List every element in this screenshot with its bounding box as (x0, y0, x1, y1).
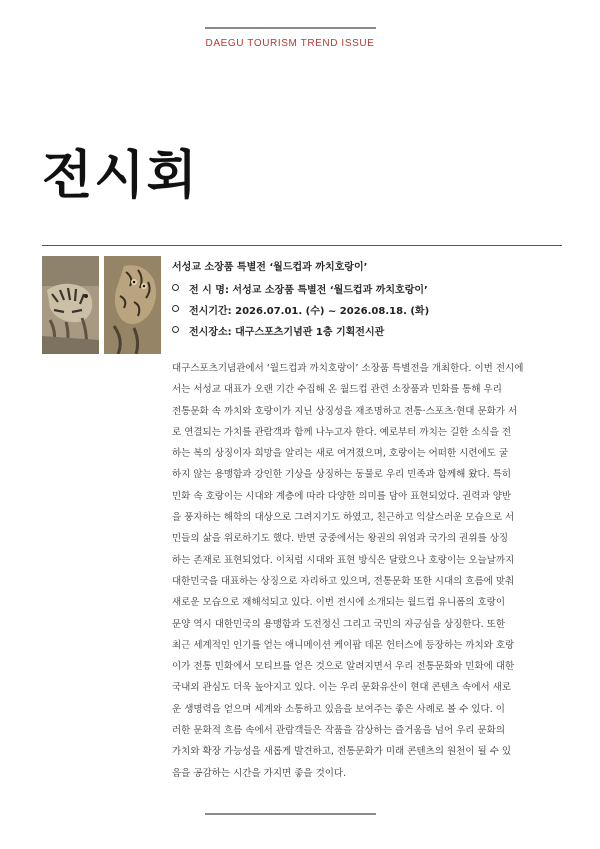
body-line: 새로운 모습으로 재해석되고 있다. 이번 전시에 소개되는 월드컵 유니폼의 호랑이 (172, 597, 506, 609)
tiger-painting-left (42, 256, 99, 354)
body-line: 가치와 확장 가능성을 새롭게 발견하고, 전통문화가 미래 콘텐츠의 원천이 될 수 있 (172, 746, 512, 758)
exhibition-heading: 서성교 소장품 특별전 ‘월드컵과 까치호랑이’ (172, 262, 368, 273)
bullet-icon (172, 326, 179, 333)
detail-text: 전시기간: 2026.07.01. (수) ~ 2026.08.18. (화) (189, 306, 430, 317)
title-divider (42, 245, 562, 246)
body-line: 최근 세계적인 인기를 얻는 애니메이션 케이팝 데몬 헌터스에 등장하는 까치와 호랑 (172, 639, 515, 651)
body-line: 하는 존재로 표현되었다. 이처럼 시대와 표현 방식은 달랐으나 호랑이는 오늘날까지 (172, 554, 515, 566)
tiger-painting-right (104, 256, 161, 354)
body-line: 하는 복의 상징이자 희망을 알리는 새로 여겨졌으며, 호랑이는 어떠한 시련에도 굴 (172, 448, 509, 460)
tiger-painting-icon (104, 256, 161, 354)
body-line: 을 풍자하는 해학의 대상으로 그려지기도 하였고, 친근하고 익살스러운 모습으로 서 (172, 512, 515, 524)
detail-text: 전시장소: 대구스포츠기념관 1층 기획전시관 (189, 327, 385, 338)
bullet-icon (172, 284, 179, 291)
body-line: 이가 전통 민화에서 모티브를 얻은 것으로 알려지면서 우리 전통문화와 민화에 대한 (172, 661, 515, 673)
detail-text: 전 시 명: 서성교 소장품 특별전 ‘월드컵과 까치호랑이’ (189, 285, 428, 296)
body-line: 대구스포츠기념관에서 ‘월드컵과 까치호랑이’ 소장품 특별전을 개최한다. 이번 전시에 (172, 363, 524, 374)
exhibition-info (172, 258, 562, 344)
body-line: 전통문화 속 까치와 호랑이가 지닌 상징성을 재조명하고 전통·스포츠·현대 문화가 서 (172, 405, 518, 417)
article-body (172, 358, 564, 784)
body-line: 러한 문화적 흐름 속에서 관람객들은 작품을 감상하는 즐거움을 넘어 우리 문화의 (172, 725, 506, 737)
issue-label: DAEGU TOURISM TREND ISSUE (205, 38, 375, 49)
footer-rule (205, 813, 376, 815)
body-line: 로 연결되는 가치를 관람객과 함께 나누고자 한다. 예로부터 까치는 길한 소식을 전 (172, 426, 512, 438)
exhibition-detail-period (172, 302, 562, 323)
page-title: 전시회 (42, 146, 199, 206)
body-line: 음을 공감하는 시간을 가지면 좋을 것이다. (172, 767, 347, 779)
body-line: 문양 역시 대한민국의 용맹함과 도전정신 그리고 국민의 자긍심을 상징한다. 또한 (172, 618, 506, 630)
header-rule (205, 27, 376, 29)
tiger-painting-icon (42, 256, 99, 354)
body-line: 서는 서성교 대표가 오랜 기간 수집해 온 월드컵 관련 소장품과 민화를 통해 우리 (172, 384, 502, 396)
body-line: 운 생명력을 얻으며 세계와 소통하고 있음을 보여주는 좋은 사례로 볼 수 있다. 이 (172, 703, 505, 715)
body-line: 국내외 관심도 더욱 높아지고 있다. 이는 우리 문화유산이 현대 콘텐츠 속에서 새로 (172, 682, 512, 694)
bullet-icon (172, 305, 179, 312)
exhibition-detail-name (172, 281, 562, 302)
body-line: 하지 않는 용맹함과 강인한 기상을 상징하는 동물로 우리 민족과 함께해 왔다. 특히 (172, 469, 512, 481)
body-line: 대한민국을 대표하는 상징으로 자리하고 있으며, 전통문화 또한 시대의 흐름에 맞춰 (172, 575, 515, 587)
body-line: 민들의 삶을 위로하기도 했다. 반면 궁중에서는 왕권의 위엄과 국가의 권위를 상징 (172, 533, 509, 545)
exhibition-detail-venue (172, 323, 562, 344)
body-line: 민화 속 호랑이는 시대와 계층에 따라 다양한 의미를 담아 표현되었다. 권력과 양반 (172, 490, 512, 502)
